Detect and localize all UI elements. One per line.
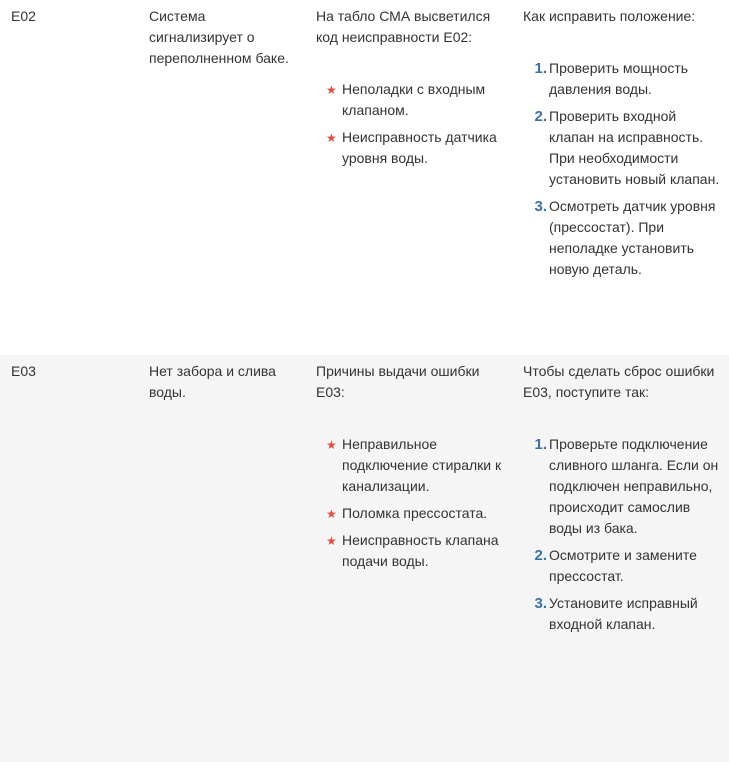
fix-intro: Как исправить положение: [523, 8, 696, 24]
error-description: Нет забора и слива воды. [149, 363, 276, 400]
fix-intro: Чтобы сделать сброс ошибки E03, поступите так: [523, 363, 715, 400]
list-item [523, 545, 725, 587]
cause-text: Поломка прессостата. [342, 505, 488, 521]
step-number: 1. [534, 60, 547, 77]
step-text: Проверьте подключение сливного шланга. Если он подключен неправильно, происходит самослив воды из бака. [549, 436, 719, 536]
fix-steps-list [523, 434, 725, 635]
table-row [0, 355, 729, 762]
star-icon: ★ [326, 438, 337, 452]
error-description: Система сигнализирует о переполненном баке. [149, 8, 289, 66]
causes-intro: На табло СМА высветился код неисправности E02: [316, 8, 491, 45]
list-item [316, 434, 508, 497]
causes-intro: Причины выдачи ошибки E03: [316, 363, 480, 400]
star-icon: ★ [326, 507, 337, 521]
cause-text: Неисправность клапана подачи воды. [342, 532, 499, 569]
list-item [523, 593, 725, 635]
step-number: 3. [534, 595, 547, 612]
star-icon: ★ [326, 83, 337, 97]
causes-list [316, 79, 508, 169]
step-text: Установите исправный входной клапан. [549, 595, 698, 632]
step-number: 2. [534, 108, 547, 125]
error-code: E03 [11, 363, 36, 379]
error-code: E02 [11, 8, 36, 24]
error-code-cell [0, 0, 138, 355]
cause-text: Неправильное подключение стиралки к канализации. [342, 436, 502, 494]
cause-text: Неполадки с входным клапаном. [342, 81, 486, 118]
fix-steps-list [523, 58, 725, 280]
list-item [316, 79, 508, 121]
step-text: Осмотреть датчик уровня (прессостат). При неполадке установить новую деталь. [549, 198, 716, 277]
star-icon: ★ [326, 131, 337, 145]
step-number: 1. [534, 436, 547, 453]
list-item [316, 127, 508, 169]
description-cell [138, 0, 305, 355]
description-cell [138, 355, 305, 762]
list-item [523, 58, 725, 100]
fix-cell [512, 0, 729, 355]
list-item [523, 196, 725, 280]
causes-cell [305, 355, 512, 762]
list-item [523, 106, 725, 190]
causes-list [316, 434, 508, 572]
table-row [0, 0, 729, 355]
list-item [316, 503, 508, 524]
error-code-cell [0, 355, 138, 762]
star-icon: ★ [326, 534, 337, 548]
list-item [316, 530, 508, 572]
step-number: 2. [534, 547, 547, 564]
step-number: 3. [534, 198, 547, 215]
fix-cell [512, 355, 729, 762]
step-text: Проверить входной клапан на исправность. При необходимости установить новый клапан. [549, 108, 720, 187]
step-text: Проверить мощность давления воды. [549, 60, 689, 97]
causes-cell [305, 0, 512, 355]
step-text: Осмотрите и замените прессостат. [549, 547, 697, 584]
list-item [523, 434, 725, 539]
cause-text: Неисправность датчика уровня воды. [342, 129, 497, 166]
